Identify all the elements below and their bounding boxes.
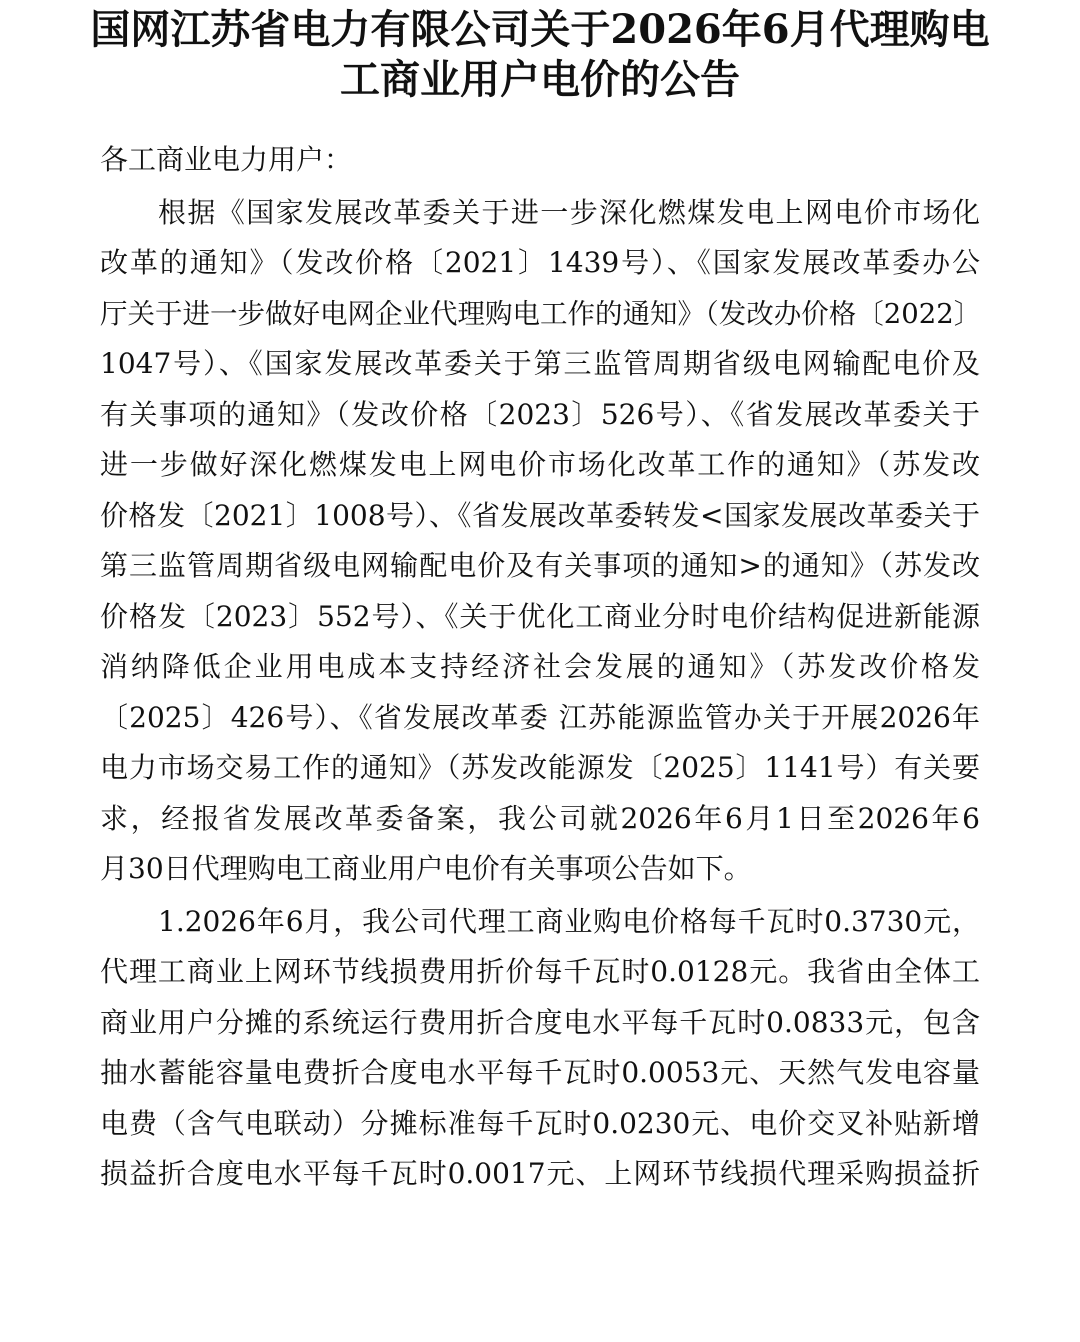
paragraph1-line: 价格发〔2023〕552号）、《关于优化工商业分时电价结构促进新能源 <box>100 600 980 633</box>
paragraph1-line: 进一步做好深化燃煤发电上网电价市场化改革工作的通知》（苏发改 <box>100 448 980 481</box>
paragraph1-line: 厅关于进一步做好电网企业代理购电工作的通知》（发改办价格〔2022〕 <box>100 298 982 330</box>
paragraph1-line: 消纳降低企业用电成本支持经济社会发展的通知》（苏发改价格发 <box>100 650 980 683</box>
paragraph2-line: 1.2026年6月，我公司代理工商业购电价格每千瓦时0.3730元， <box>158 905 980 938</box>
paragraph1-line: 第三监管周期省级电网输配电价及有关事项的通知>的通知》（苏发改 <box>100 549 980 582</box>
paragraph1-line: 月30日代理购电工商业用户电价有关事项公告如下。 <box>100 852 752 885</box>
paragraph2-line: 电费（含气电联动）分摊标准每千瓦时0.0230元、电价交叉补贴新增 <box>100 1107 980 1140</box>
paragraph2-line: 代理工商业上网环节线损费用折价每千瓦时0.0128元。我省由全体工 <box>100 955 980 988</box>
paragraph1-line: 根据《国家发展改革委关于进一步深化燃煤发电上网电价市场化 <box>158 196 980 229</box>
paragraph1-line: 有关事项的通知》（发改价格〔2023〕526号）、《省发展改革委关于 <box>100 398 980 431</box>
paragraph1-line: 价格发〔2021〕1008号）、《省发展改革委转发<国家发展改革委关于 <box>100 499 980 532</box>
salutation: 各工商业电力用户： <box>100 143 353 176</box>
paragraph1-line: 改革的通知》（发改价格〔2021〕1439号）、《国家发展改革委办公 <box>100 246 980 279</box>
document-title-line-1: 国网江苏省电力有限公司关于2026年6月代理购电 <box>90 6 990 53</box>
paragraph1-line: 求，经报省发展改革委备案，我公司就2026年6月1日至2026年6 <box>100 802 980 835</box>
paragraph1-line: 1047号）、《国家发展改革委关于第三监管周期省级电网输配电价及 <box>100 347 980 380</box>
paragraph1-line: 〔2025〕426号）、《省发展改革委 江苏能源监管办关于开展2026年 <box>100 701 980 734</box>
paragraph2-line: 商业用户分摊的系统运行费用折合度电水平每千瓦时0.0833元，包含 <box>100 1006 980 1039</box>
document-title-line-2: 工商业用户电价的公告 <box>340 56 740 103</box>
paragraph2-line: 抽水蓄能容量电费折合度电水平每千瓦时0.0053元、天然气发电容量 <box>100 1056 980 1089</box>
paragraph1-line: 电力市场交易工作的通知》（苏发改能源发〔2025〕1141号）有关要 <box>100 751 980 784</box>
paragraph2-line: 损益折合度电水平每千瓦时0.0017元、上网环节线损代理采购损益折 <box>100 1157 980 1190</box>
